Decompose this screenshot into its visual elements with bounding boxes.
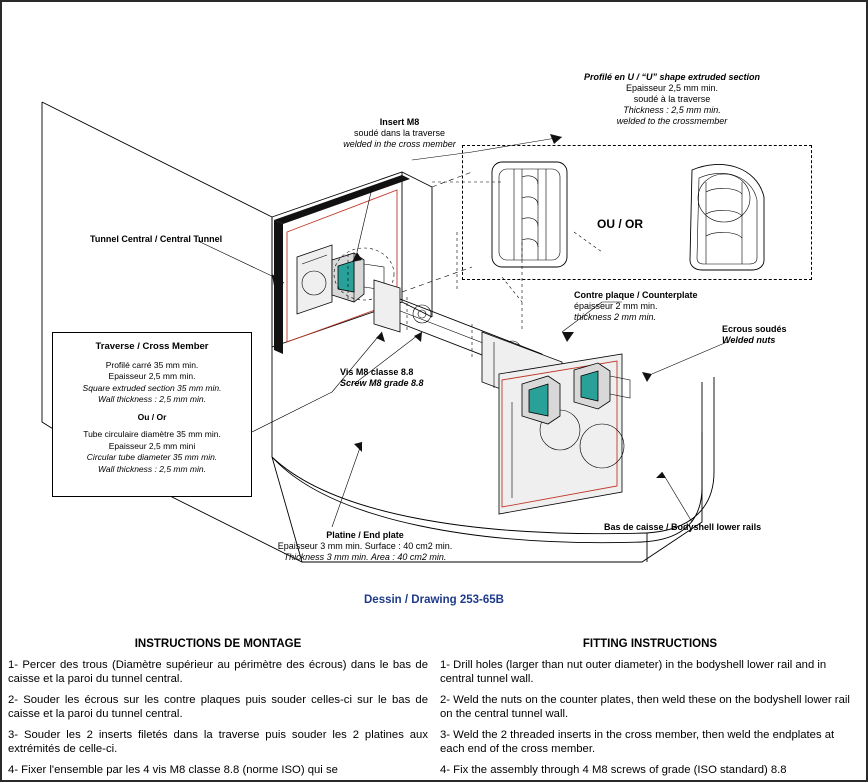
label-insert-m8-line2: soudé dans la traverse [353, 128, 446, 138]
label-welded-nuts [722, 324, 842, 346]
label-welded-nuts-line2: Welded nuts [722, 335, 776, 345]
spec-line-7: Epaisseur 2,5 mm mini [108, 440, 196, 451]
label-welded-nuts-line1: Ecrous soudés [722, 324, 787, 334]
instructions-en-step-2: 2- Weld the nuts on the counter plates, then weld these on the bodyshell lower rail on the central tunnel wall. [440, 694, 850, 720]
instructions-fr-step-4: 4- Fixer l'ensemble par les 4 vis M8 classe 8.8 (norme ISO) qui se [8, 764, 338, 776]
spec-line-8: Circular tube diameter 35 mm min. [86, 452, 218, 462]
instructions-section [2, 630, 866, 782]
detail-view-box [462, 145, 812, 280]
spec-line-4: Wall thickness : 2,5 mm min. [97, 394, 206, 404]
label-counterplate-line2: épaisseur 2 mm min. [574, 301, 658, 311]
label-ou-or [597, 217, 643, 231]
label-u-section-line3: soudé à la traverse [633, 94, 711, 104]
instructions-english [434, 630, 866, 782]
instructions-en-step-1: 1- Drill holes (larger than nut outer diameter) in the bodyshell lower rail and in central tunnel wall. [440, 659, 827, 685]
label-u-section-line4: Thickness : 2,5 mm min. [623, 105, 721, 115]
label-insert-m8-line1: Insert M8 [379, 117, 420, 127]
spec-line-5: Ou / Or [137, 411, 167, 422]
instructions-fr-step-2: 2- Souder les écrous sur les contre plaques puis souder celles-ci sur le bas de caisse et la paroi du tunnel central. [8, 694, 428, 720]
instructions-french [2, 630, 434, 782]
label-u-section-line5: welded to the crossmember [616, 116, 728, 126]
instructions-en-step-4: 4- Fix the assembly through 4 M8 screws of grade (ISO standard) 8.8 [440, 764, 787, 776]
label-ou-or-text: OU / OR [597, 217, 644, 231]
label-central-tunnel: Tunnel Central / Central Tunnel [90, 234, 223, 244]
spec-line-1: Profilé carré 35 mm min. [105, 359, 199, 370]
spec-line-9: Wall thickness : 2,5 mm min. [97, 463, 206, 474]
spec-box-header: Traverse / Cross Member [95, 341, 209, 352]
label-counterplate [574, 290, 744, 323]
label-end-plate [240, 530, 490, 563]
end-plate-left [374, 280, 400, 332]
counterplate-tunnel [297, 245, 332, 314]
label-end-plate-line3: Thickness 3 mm min. Area : 40 cm2 min. [283, 552, 447, 562]
label-end-plate-line2: Epaisseur 3 mm min. Surface : 40 cm2 min. [277, 541, 453, 551]
label-screw-line1: Vis M8 classe 8.8 [340, 367, 414, 377]
label-insert-m8-line3: welded in the cross member [343, 139, 456, 149]
instructions-en-title: FITTING INSTRUCTIONS [582, 638, 718, 650]
instructions-fr-title: INSTRUCTIONS DE MONTAGE [134, 638, 302, 650]
drawing-caption: Dessin / Drawing 253-65B [364, 594, 504, 606]
label-counterplate-line1: Contre plaque / Counterplate [574, 290, 698, 300]
label-u-section-line1: Profilé en U / “U” shape extruded section [583, 72, 761, 82]
spec-line-3: Square extruded section 35 mm min. [82, 382, 222, 393]
label-lower-rails: Bas de caisse / Bodyshell lower rails [604, 522, 762, 532]
instructions-en-step-3: 3- Weld the 2 threaded inserts in the cross member, then weld the endplates at each end of the cross member. [440, 729, 835, 755]
instructions-fr-step-3: 3- Souder les 2 inserts filetés dans la traverse puis souder les 2 platines aux extrémités de celle-ci. [8, 729, 428, 755]
technical-drawing [2, 2, 866, 622]
spec-line-6: Tube circulaire diamètre 35 mm min. [83, 429, 221, 439]
label-screw-m8 [340, 367, 490, 389]
label-insert-m8 [332, 117, 467, 150]
label-end-plate-line1: Platine / End plate [326, 530, 404, 540]
instructions-fr-step-1: 1- Percer des trous (Diamètre supérieur au périmètre des écrous) dans le bas de caisse et la paroi du tunnel central. [8, 659, 428, 685]
cross-member-spec-box [52, 332, 252, 497]
label-u-section-line2: Epaisseur 2,5 mm min. [625, 83, 719, 93]
label-screw-line2: Screw M8 grade 8.8 [340, 378, 424, 388]
spec-line-2: Epaisseur 2,5 mm min. [108, 371, 196, 381]
label-u-section [562, 72, 782, 127]
label-counterplate-line3: thickness 2 mm min. [574, 312, 657, 322]
